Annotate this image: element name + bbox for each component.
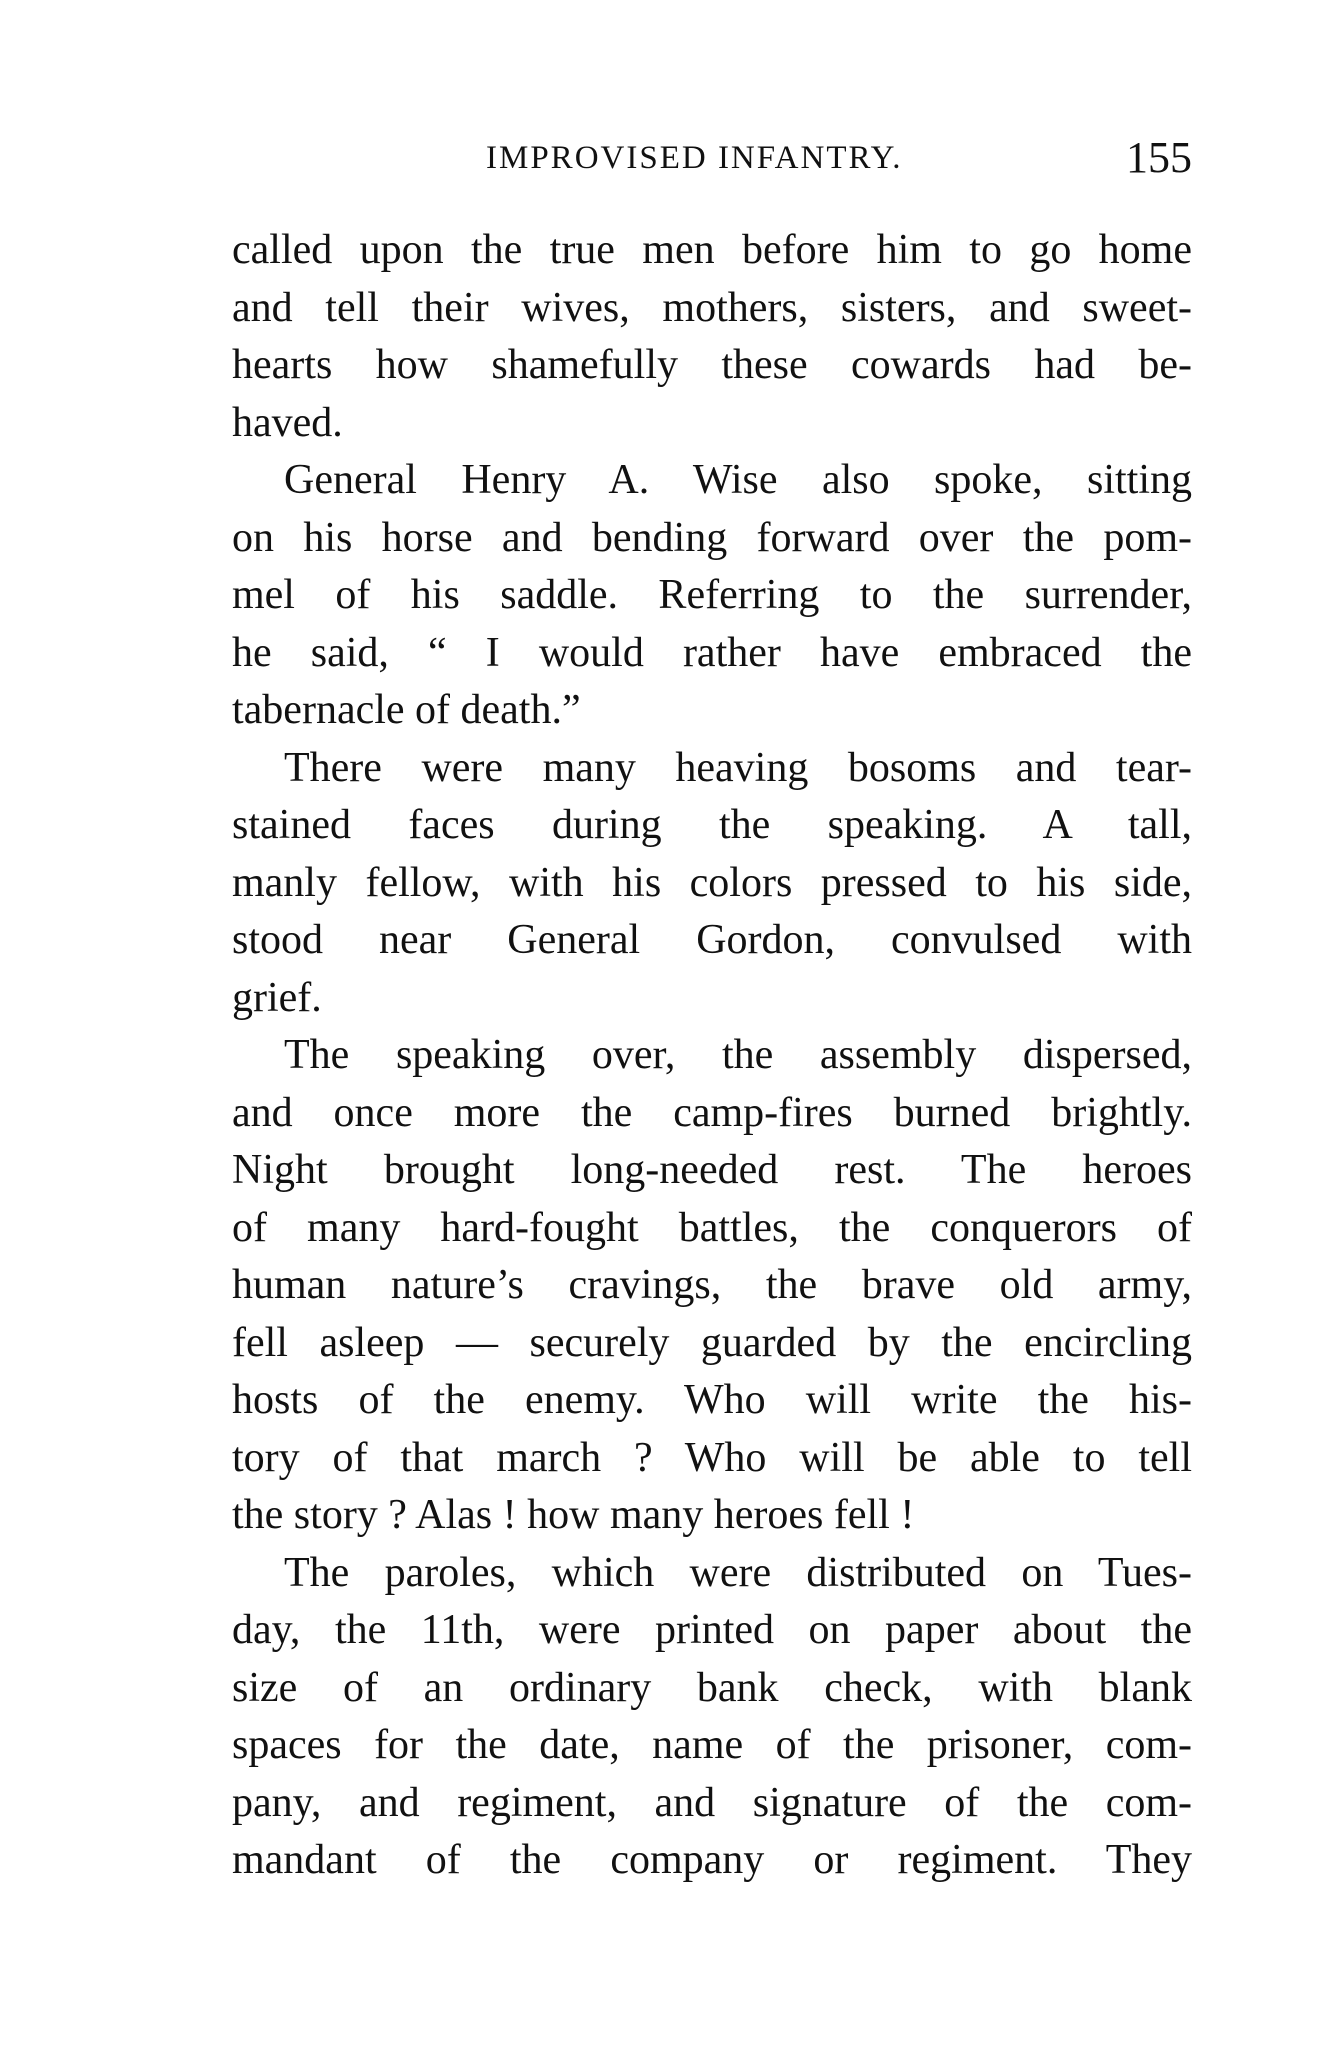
running-title: IMPROVISED INFANTRY. — [486, 140, 903, 176]
text-line: hearts how shamefully these cowards had be- — [232, 342, 1192, 388]
text-line: day, the 11th, were printed on paper about the — [232, 1607, 1192, 1653]
text-line: size of an ordinary bank check, with blank — [232, 1664, 1192, 1711]
text-line: called upon the true men before him to go home — [232, 227, 1192, 273]
text-line: the story ? Alas ! how many heroes fell ! — [232, 1492, 915, 1538]
text-line: and tell their wives, mothers, sisters, and sweet- — [232, 284, 1192, 331]
page-number: 155 — [1126, 133, 1192, 182]
text-line: fell asleep — securely guarded by the encircling — [232, 1319, 1192, 1366]
text-line: stood near General Gordon, convulsed with — [232, 917, 1192, 963]
text-line: General Henry A. Wise also spoke, sitting — [284, 457, 1192, 503]
body-text — [232, 222, 1192, 1890]
text-line: human nature’s cravings, the brave old army, — [232, 1262, 1192, 1308]
text-line: mandant of the company or regiment. They — [232, 1837, 1192, 1883]
text-line: mel of his saddle. Referring to the surrender, — [232, 572, 1192, 618]
text-line: and once more the camp-fires burned brightly. — [232, 1089, 1192, 1136]
text-line: tory of that march ? Who will be able to tell — [232, 1434, 1192, 1481]
text-line: There were many heaving bosoms and tear- — [284, 744, 1192, 791]
running-head — [232, 132, 1192, 192]
text-line: grief. — [232, 974, 322, 1021]
text-line: Night brought long-needed rest. The heroes — [232, 1147, 1192, 1193]
text-line: haved. — [232, 399, 343, 446]
text-line: The speaking over, the assembly dispersed, — [284, 1032, 1192, 1078]
text-line: he said, “ I would rather have embraced the — [232, 629, 1192, 676]
text-line: of many hard-fought battles, the conquerors of — [232, 1204, 1192, 1251]
text-line: hosts of the enemy. Who will write the his- — [232, 1377, 1192, 1423]
text-line: tabernacle of death.” — [232, 687, 581, 733]
text-line: on his horse and bending forward over the pom- — [232, 514, 1192, 561]
text-line: spaces for the date, name of the prisoner, com- — [232, 1722, 1192, 1768]
text-line: manly fellow, with his colors pressed to his side, — [232, 859, 1192, 906]
text-line: pany, and regiment, and signature of the com- — [232, 1779, 1192, 1826]
text-line: The paroles, which were distributed on Tues- — [284, 1549, 1192, 1596]
text-line: stained faces during the speaking. A tall, — [232, 802, 1192, 848]
